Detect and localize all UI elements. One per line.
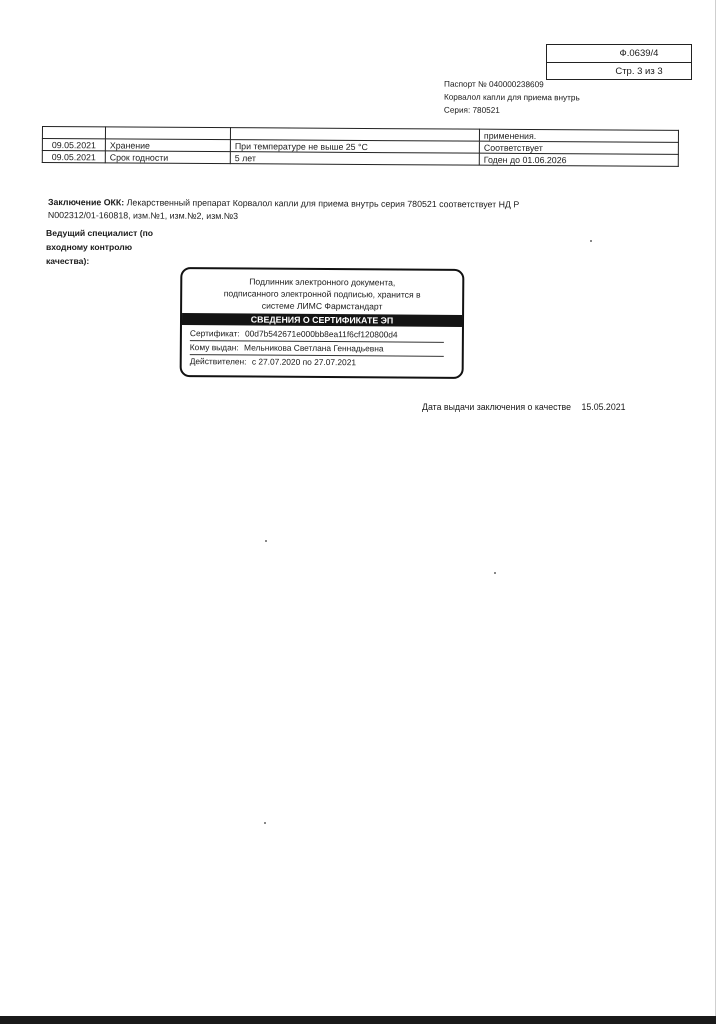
- form-number-box: [546, 44, 692, 80]
- cell-indicator: Хранение: [105, 139, 230, 152]
- valid-value: с 27.07.2020 по 27.07.2021: [251, 356, 357, 368]
- passport-series: Серия: 780521: [443, 105, 500, 115]
- cell-result: Соответствует: [479, 141, 678, 154]
- specialist-line: Ведущий специалист (по: [46, 228, 154, 238]
- issue-date-line: [422, 402, 626, 412]
- cell-date: [42, 127, 105, 139]
- cell-result: Годен до 01.06.2026: [479, 153, 678, 166]
- issue-date-label: Дата выдачи заключения о качестве: [422, 402, 572, 412]
- issued-value: Мельникова Светлана Геннадьевна: [243, 342, 384, 354]
- stamp-original-note: [182, 275, 462, 313]
- cell-date: 09.05.2021: [42, 139, 105, 151]
- cert-value: 00d7b542671e000bb8ea11f6cf120800d4: [244, 328, 398, 340]
- passport-product: Корвалол капли для приема внутрь: [443, 92, 580, 103]
- passport-header: [444, 78, 580, 118]
- e-signature-stamp: [180, 267, 465, 379]
- cell-date: 09.05.2021: [42, 151, 105, 163]
- page-number: Стр. 3 из 3: [547, 62, 691, 80]
- conclusion-label: Заключение ОКК:: [47, 196, 125, 208]
- cell-result: применения.: [479, 129, 678, 142]
- stamp-text-line: Подлинник электронного документа,: [249, 276, 396, 288]
- cell-norm: При температуре не выше 25 °С: [230, 140, 479, 154]
- qc-conclusion: [48, 196, 528, 225]
- stamp-cert-row: [182, 327, 462, 342]
- stamp-valid-row: [182, 355, 462, 370]
- stamp-issued-row: [182, 341, 462, 356]
- scan-speck: [265, 540, 267, 542]
- issue-date-value: 15.05.2021: [581, 402, 626, 412]
- cert-label: Сертификат:: [189, 328, 240, 339]
- specialist-line: качества):: [46, 256, 90, 266]
- cell-norm: 5 лет: [230, 152, 479, 166]
- scan-speck: [264, 822, 266, 824]
- valid-label: Действителен:: [189, 356, 247, 367]
- stamp-cert-header: СВЕДЕНИЯ О СЕРТИФИКАТЕ ЭП: [182, 313, 462, 327]
- scan-bottom-edge: [0, 1016, 716, 1024]
- issued-label: Кому выдан:: [189, 342, 239, 353]
- form-code: Ф.0639/4: [619, 48, 659, 59]
- specialist-label: [46, 226, 153, 268]
- stamp-text-line: системе ЛИМС Фармстандарт: [261, 300, 383, 312]
- test-results-table: [42, 126, 679, 167]
- scan-speck: [494, 572, 496, 574]
- scan-speck: [590, 240, 592, 242]
- passport-number: Паспорт № 040000238609: [444, 79, 544, 90]
- cell-indicator: [105, 127, 230, 140]
- table-row: [42, 151, 678, 167]
- cell-indicator: Срок годности: [105, 151, 230, 164]
- specialist-line: входному контролю: [46, 242, 133, 252]
- stamp-text-line: подписанного электронной подписью, хранится в: [223, 288, 421, 300]
- conclusion-text: Лекарственный препарат Корвалол капли для приема внутрь серия 780521 соответствует НД Р N002312/01-160818, изм.№1, изм.№2, изм.№3: [47, 197, 520, 221]
